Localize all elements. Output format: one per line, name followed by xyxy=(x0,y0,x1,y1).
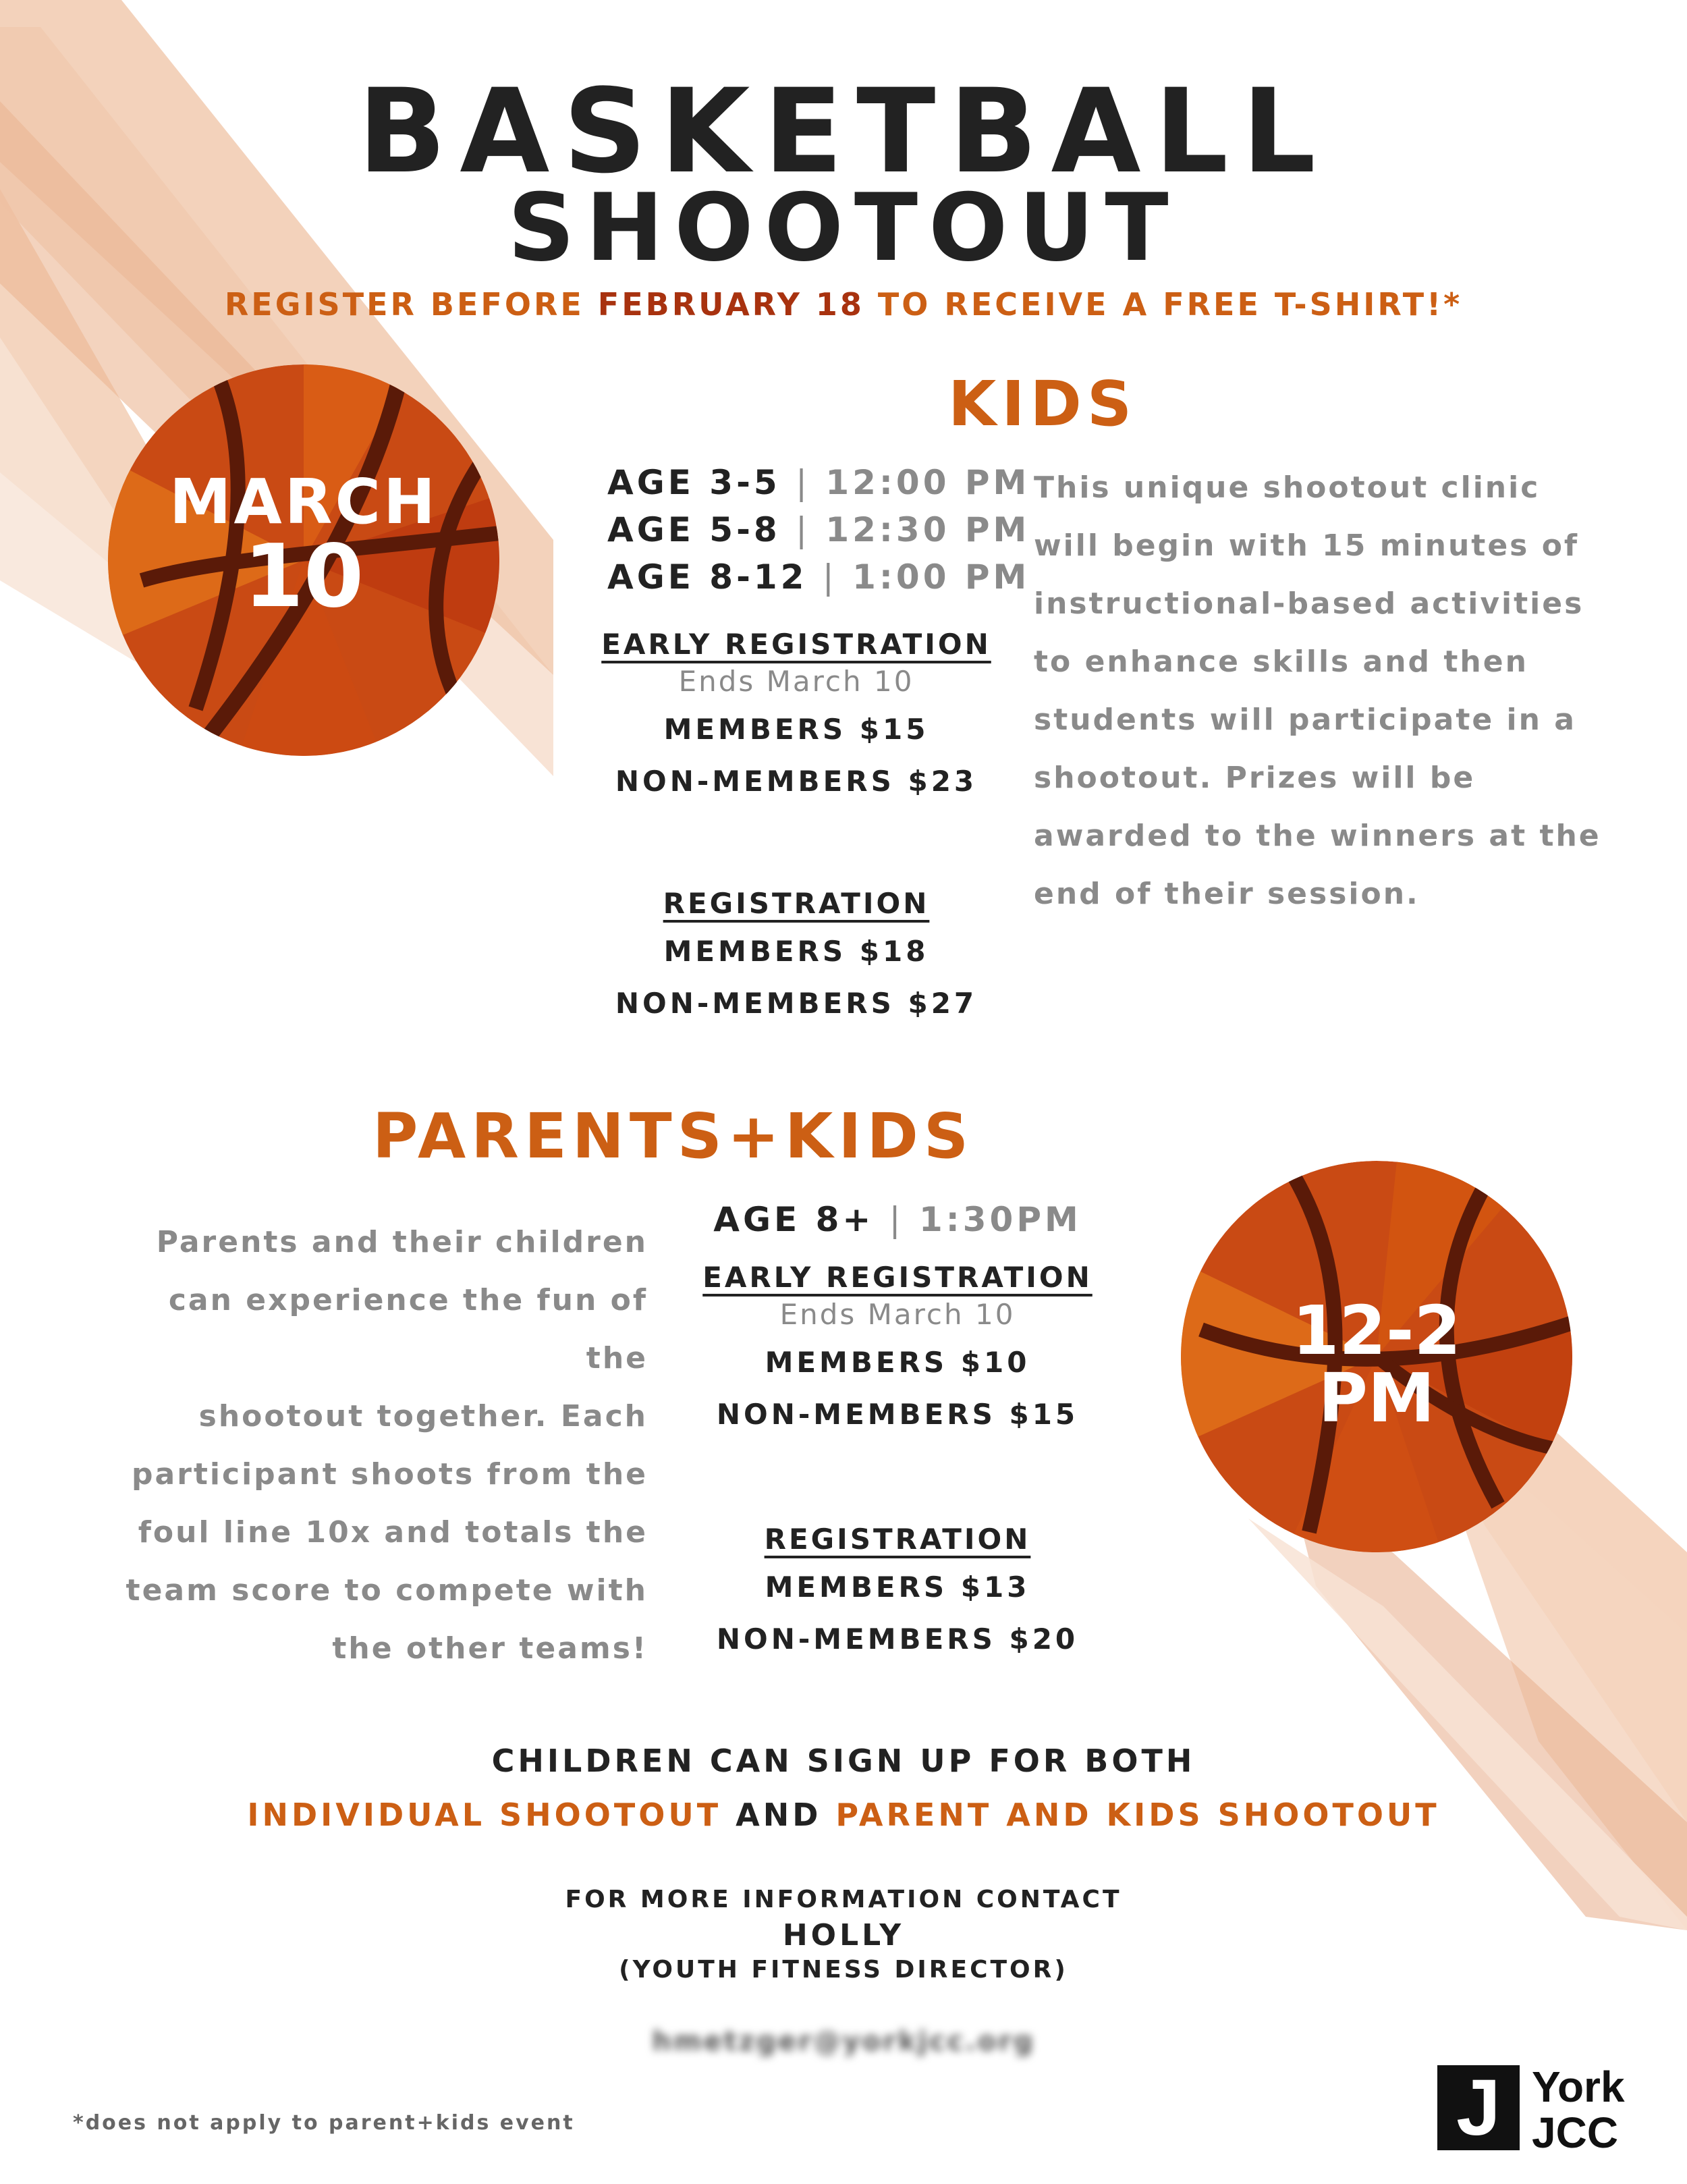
early-registration-ends: Ends March 10 xyxy=(678,665,914,698)
members-price: MEMBERS $13 xyxy=(765,1571,1030,1604)
parents-kids-heading: PARENTS+KIDS xyxy=(372,1100,974,1172)
non-members-price: NON-MEMBERS $23 xyxy=(615,765,978,798)
date-month: MARCH xyxy=(169,466,439,538)
contact-role: (YOUTH FITNESS DIRECTOR) xyxy=(619,1956,1068,1984)
session-time: 12:00 PM xyxy=(825,463,1030,502)
kids-registration xyxy=(594,887,999,1020)
description-line: to enhance skills and then xyxy=(1034,645,1528,679)
kids-sessions xyxy=(607,459,1030,601)
separator: | xyxy=(822,557,837,597)
contact-name: HOLLY xyxy=(782,1918,905,1953)
session-age-5-8 xyxy=(607,506,1030,553)
session-age-8-12 xyxy=(607,553,1030,601)
age-label: AGE 3-5 xyxy=(607,463,781,502)
registration-title: REGISTRATION xyxy=(663,887,930,920)
york-jcc-logo-mark xyxy=(1437,2065,1520,2150)
description-line: will begin with 15 minutes of xyxy=(1034,528,1580,563)
sign-up-both: CHILDREN CAN SIGN UP FOR BOTH xyxy=(491,1743,1196,1779)
description-line: students will participate in a xyxy=(1034,703,1576,737)
age-label: AGE 8-12 xyxy=(607,557,808,597)
kids-description xyxy=(1034,459,1641,923)
footnote: *does not apply to parent+kids event xyxy=(73,2111,575,2135)
promo-banner xyxy=(0,286,1687,323)
session-time: 12:30 PM xyxy=(825,510,1030,549)
early-registration-title: EARLY REGISTRATION xyxy=(702,1261,1093,1294)
description-line: awarded to the winners at the xyxy=(1034,819,1601,853)
description-line: foul line 10x and totals the xyxy=(138,1515,648,1550)
promo-date: FEBRUARY 18 xyxy=(597,286,864,323)
parents-kids-early-registration xyxy=(695,1261,1100,1431)
date-day: 10 xyxy=(243,526,364,627)
early-registration-title: EARLY REGISTRATION xyxy=(601,628,991,661)
time-period: PM xyxy=(1318,1359,1435,1438)
non-members-price: NON-MEMBERS $15 xyxy=(716,1398,1079,1431)
description-line: This unique shootout clinic xyxy=(1034,470,1541,505)
title-shootout: SHOOTOUT xyxy=(507,173,1180,282)
title-basketball: BASKETBALL xyxy=(358,63,1329,199)
description-line: can experience the fun of the xyxy=(168,1283,648,1375)
shootout-options xyxy=(0,1797,1687,1833)
promo-text-2: TO RECEIVE A FREE T-SHIRT!* xyxy=(864,286,1463,323)
parents-kids-registration xyxy=(695,1523,1100,1656)
and-text: AND xyxy=(721,1797,836,1833)
description-line: shootout. Prizes will be xyxy=(1034,761,1476,795)
kids-early-registration xyxy=(594,628,999,798)
age-label: AGE 8+ xyxy=(713,1200,875,1239)
non-members-price: NON-MEMBERS $27 xyxy=(615,987,978,1020)
description-line: instructional-based activities xyxy=(1034,586,1584,621)
description-line: team score to compete with xyxy=(126,1573,648,1608)
non-members-price: NON-MEMBERS $20 xyxy=(716,1622,1079,1656)
promo-text-1: REGISTER BEFORE xyxy=(224,286,598,323)
session-time: 1:30PM xyxy=(918,1200,1082,1239)
session-age-3-5 xyxy=(607,459,1030,506)
description-line: the other teams! xyxy=(332,1631,648,1666)
session-time: 1:00 PM xyxy=(852,557,1030,597)
separator: | xyxy=(796,510,810,549)
contact-line: FOR MORE INFORMATION CONTACT xyxy=(565,1886,1122,1913)
members-price: MEMBERS $15 xyxy=(663,713,929,746)
kids-heading: KIDS xyxy=(948,368,1138,440)
york-jcc-logo-text xyxy=(1532,2064,1625,2156)
contact-email[interactable]: hmetzger@yorkjcc.org xyxy=(652,2026,1035,2057)
age-label: AGE 5-8 xyxy=(607,510,781,549)
logo-line-york: York xyxy=(1532,2063,1625,2111)
registration-title: REGISTRATION xyxy=(764,1523,1031,1556)
parent-kids-shootout: PARENT AND KIDS SHOOTOUT xyxy=(835,1797,1440,1833)
individual-shootout: INDIVIDUAL SHOOTOUT xyxy=(247,1797,722,1833)
parents-kids-description xyxy=(101,1213,648,1678)
description-line: Parents and their children xyxy=(156,1225,648,1259)
description-line: shootout together. Each xyxy=(198,1399,648,1434)
logo-line-jcc: JCC xyxy=(1532,2108,1619,2157)
description-line: participant shoots from the xyxy=(132,1457,648,1492)
members-price: MEMBERS $18 xyxy=(663,935,929,968)
time-range: 12-2 xyxy=(1292,1291,1462,1370)
logo-letter: J xyxy=(1456,2063,1501,2152)
separator: | xyxy=(889,1200,904,1239)
separator: | xyxy=(796,463,810,502)
session-age-8-plus xyxy=(695,1196,1100,1243)
early-registration-ends: Ends March 10 xyxy=(779,1298,1016,1331)
description-line: end of their session. xyxy=(1034,877,1420,911)
members-price: MEMBERS $10 xyxy=(765,1346,1030,1379)
